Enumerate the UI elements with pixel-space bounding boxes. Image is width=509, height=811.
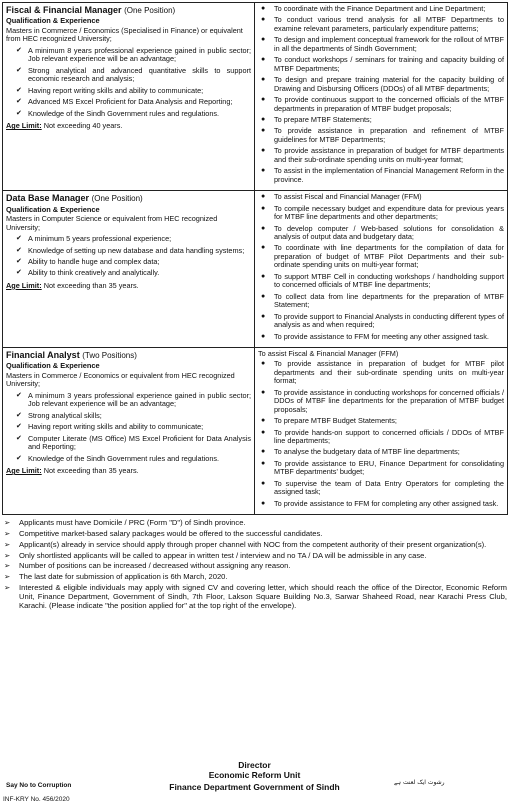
criteria-text: A minimum 8 years professional experience gained in public sector; Job relevant experience will be an advantage; xyxy=(28,45,251,64)
bullet-icon: ● xyxy=(261,479,266,487)
check-icon: ✔ xyxy=(16,98,22,106)
check-icon: ✔ xyxy=(16,269,22,277)
note-text: The last date for submission of application is 6th March, 2020. xyxy=(19,572,228,582)
duty-item xyxy=(258,448,504,456)
note-text: Interested & eligible individuals may apply with signed CV and covering letter, which should reach the office of the Director, Economic Reform Unit, Finance Department, Government of Sindh, 7th Floor, Lakson Square Building No.3, Sarwar Shaheed Road, near Karachi Press Club, Karachi. (Please indicate "the position applied for" at the top right of the envelope). xyxy=(19,582,507,610)
duty-text: To conduct various trend analysis for all MTBF Departments to examine relevant parameters, particularly expenditure patterns; xyxy=(274,15,504,33)
qualification-heading: Qualification & Experience xyxy=(6,16,100,26)
duty-item xyxy=(258,96,504,113)
note-item xyxy=(2,541,507,550)
arrow-icon: ➢ xyxy=(4,550,11,560)
general-notes-list xyxy=(2,519,507,610)
position-title xyxy=(6,5,251,15)
reference-number: INF-KRY No. 456/2020 xyxy=(3,796,70,803)
check-icon: ✔ xyxy=(16,391,22,399)
check-icon: ✔ xyxy=(16,434,22,442)
bullet-icon: ● xyxy=(261,76,266,84)
criteria-item xyxy=(16,412,251,420)
duty-item xyxy=(258,333,504,341)
duties-list xyxy=(258,193,504,341)
duty-text: To coordinate with line departments for the compilation of data for preparation of budget of MTBF Pilot Departments and their sub-ordinate spending units on multi-year format; xyxy=(274,243,504,270)
position-count: (One Position) xyxy=(91,194,143,204)
duty-item xyxy=(258,225,504,242)
criteria-list xyxy=(16,392,251,463)
bullet-icon: ● xyxy=(261,115,266,123)
note-item xyxy=(2,562,507,571)
criteria-item xyxy=(16,235,251,243)
duty-item xyxy=(258,147,504,164)
duty-item xyxy=(258,56,504,73)
criteria-item xyxy=(16,98,251,106)
bullet-icon: ● xyxy=(261,36,266,44)
bullet-icon: ● xyxy=(261,499,266,507)
bullet-icon: ● xyxy=(261,388,266,396)
check-icon: ✔ xyxy=(16,411,22,419)
bullet-icon: ● xyxy=(261,292,266,300)
duty-text: To assist Fiscal and Financial Manager (FFM) xyxy=(274,192,422,202)
position-row xyxy=(3,191,508,348)
check-icon: ✔ xyxy=(16,46,22,54)
duty-item xyxy=(258,360,504,385)
duty-text: To design and implement conceptual framework for the rollout of MTBF in all the departments of Sindh Government; xyxy=(274,35,504,53)
bullet-icon: ● xyxy=(261,272,266,280)
arrow-icon: ➢ xyxy=(4,572,11,582)
criteria-item xyxy=(16,47,251,64)
criteria-list xyxy=(16,47,251,118)
check-icon: ✔ xyxy=(16,454,22,462)
duty-item xyxy=(258,193,504,201)
duty-text: To coordinate with the Finance Department and Line Department; xyxy=(274,4,486,13)
duty-text: To collect data from line departments for the preparation of MTBF Statement; xyxy=(274,291,504,310)
criteria-text: Knowledge of the Sindh Government rules and regulations. xyxy=(28,453,220,463)
qualification-text: Masters in Computer Science or equivalent from HEC recognized University; xyxy=(6,214,218,232)
criteria-item xyxy=(16,258,251,266)
note-text: Competitive market-based salary packages would be offered to the successful candidates. xyxy=(19,529,323,538)
age-limit-label: Age Limit: xyxy=(6,121,42,131)
criteria-text: A minimum 3 years professional experience gained in public sector; Job relevant experience will be an advantage; xyxy=(28,390,251,409)
qualification-heading: Qualification & Experience xyxy=(6,361,100,371)
bullet-icon: ● xyxy=(261,360,266,368)
bullet-icon: ● xyxy=(261,244,266,252)
bullet-icon: ● xyxy=(261,204,266,212)
arrow-icon: ➢ xyxy=(4,539,11,549)
check-icon: ✔ xyxy=(16,257,22,265)
position-count: (Two Positions) xyxy=(82,350,137,360)
positions-table xyxy=(2,2,508,515)
duty-item xyxy=(258,244,504,269)
position-name: Data Base Manager xyxy=(6,193,90,204)
duty-item xyxy=(258,273,504,290)
criteria-item xyxy=(16,392,251,409)
duty-item xyxy=(258,127,504,144)
criteria-text: Ability to think creatively and analytically. xyxy=(28,268,160,278)
check-icon: ✔ xyxy=(16,246,22,254)
qualification-text: Masters in Commerce / Economics or equivalent from HEC recognized University; xyxy=(6,370,235,389)
bullet-icon: ● xyxy=(261,459,266,467)
duty-text: To support MTBF Cell in conducting workshops / handholding support to concerned officials of MTBF line departments; xyxy=(274,271,504,290)
duty-text: To assist in the implementation of Financial Management Reform in the province. xyxy=(274,166,504,184)
criteria-text: Strong analytical and advanced quantitative skills to support economic research and analysis; xyxy=(28,65,251,84)
duty-text: To provide assistance in conducting workshops for concerned officials / DDOs of MTBF line departments for the preparation of MTBF budget proposals; xyxy=(274,387,504,414)
age-limit-value: Not exceeding than 35 years. xyxy=(43,466,139,476)
position-row xyxy=(3,3,508,191)
position-duties xyxy=(255,347,508,514)
duty-text: To provide continuous support to the concerned officials of the MTBF departments in preparation of MTBF budget proposals; xyxy=(274,95,504,113)
note-item xyxy=(2,573,507,582)
duties-list xyxy=(258,360,504,508)
position-requirements xyxy=(3,3,255,191)
bullet-icon: ● xyxy=(261,428,266,436)
urdu-slogan: رشوت ایک لعنت ہے xyxy=(394,779,445,786)
position-title xyxy=(6,350,251,360)
footer xyxy=(2,760,507,810)
duties-heading: To assist Fiscal & Financial Manager (FFM) xyxy=(258,348,399,358)
bullet-icon: ● xyxy=(261,312,266,320)
age-limit xyxy=(6,467,251,475)
position-duties xyxy=(255,3,508,191)
arrow-icon: ➢ xyxy=(4,561,11,571)
age-limit-value: Not exceeding 40 years. xyxy=(43,121,123,131)
bullet-icon: ● xyxy=(261,224,266,232)
duty-text: To develop computer / Web-based solutions for consolidation & analysis of output data and budgetary data; xyxy=(274,223,504,241)
age-limit-label: Age Limit: xyxy=(6,280,42,290)
duty-item xyxy=(258,5,504,13)
note-item xyxy=(2,519,507,528)
duty-item xyxy=(258,389,504,414)
duty-item xyxy=(258,16,504,33)
arrow-icon: ➢ xyxy=(4,582,11,592)
duty-text: To provide support to Financial Analysts in conducting different types of analysis as and when required; xyxy=(274,311,504,330)
position-row xyxy=(3,347,508,514)
duty-item xyxy=(258,460,504,477)
criteria-item xyxy=(16,110,251,118)
duty-text: To provide assistance to ERU, Finance Department for consolidating MTBF departments' budget; xyxy=(274,458,504,477)
bullet-icon: ● xyxy=(261,127,266,135)
criteria-item xyxy=(16,247,251,255)
footer-designation: Director xyxy=(238,760,271,770)
qualification-heading: Qualification & Experience xyxy=(6,204,100,214)
age-limit-value: Not exceeding than 35 years. xyxy=(43,280,139,290)
criteria-text: Strong analytical skills; xyxy=(28,410,102,420)
bullet-icon: ● xyxy=(261,448,266,456)
position-requirements xyxy=(3,191,255,348)
duty-item xyxy=(258,167,504,184)
bullet-icon: ● xyxy=(261,417,266,425)
arrow-icon: ➢ xyxy=(4,518,11,528)
note-text: Only shortlisted applicants will be called to appear in written test / interview and no TA / DA will be admissible in any case. xyxy=(19,550,427,560)
bullet-icon: ● xyxy=(261,56,266,64)
position-count: (One Position) xyxy=(124,6,176,15)
advertisement-sheet xyxy=(2,2,507,612)
criteria-item xyxy=(16,67,251,84)
duty-item xyxy=(258,205,504,222)
duty-text: To analyse the budgetary data of MTBF line departments; xyxy=(274,447,460,457)
bullet-icon: ● xyxy=(261,147,266,155)
check-icon: ✔ xyxy=(16,86,22,94)
duty-text: To prepare MTBF Statements; xyxy=(274,114,372,124)
duty-text: To compile necessary budget and expenditure data for previous years for MTBF line departments and other departments; xyxy=(274,203,504,222)
note-text: Applicant(s) already in service should apply through proper channel with NOC from the competent authority of their present organization(s). xyxy=(19,539,487,549)
footer-department: Finance Department Government of Sindh xyxy=(169,782,340,792)
criteria-item xyxy=(16,435,251,452)
criteria-text: Advanced MS Excel Proficient for Data Analysis and Reporting; xyxy=(28,97,233,107)
criteria-text: Knowledge of setting up new database and data handling systems; xyxy=(28,245,245,255)
criteria-list xyxy=(16,235,251,278)
footer-unit: Economic Reform Unit xyxy=(208,770,301,780)
duty-item xyxy=(258,429,504,446)
duty-text: To provide assistance in preparation of budget for MTBF pilot departments and their sub-ordinate spending units on multi-year format; xyxy=(274,359,504,386)
duty-text: To provide assistance to FFM for meeting any other assigned task. xyxy=(274,331,489,341)
duty-item xyxy=(258,293,504,310)
criteria-item xyxy=(16,87,251,95)
criteria-item xyxy=(16,423,251,431)
note-text: Applicants must have Domicile / PRC (Form "D") of Sindh province. xyxy=(19,518,246,528)
duty-text: To prepare MTBF Budget Statements; xyxy=(274,416,397,426)
position-name: Financial Analyst xyxy=(6,349,80,360)
note-item xyxy=(2,584,507,610)
position-duties xyxy=(255,191,508,348)
duties-list xyxy=(258,5,504,184)
check-icon: ✔ xyxy=(16,423,22,431)
duty-item xyxy=(258,116,504,124)
duty-item xyxy=(258,76,504,93)
bullet-icon: ● xyxy=(261,96,266,104)
check-icon: ✔ xyxy=(16,109,22,117)
position-requirements xyxy=(3,347,255,514)
criteria-text: Having report writing skills and ability to communicate; xyxy=(28,85,204,95)
duty-item xyxy=(258,500,504,508)
age-limit xyxy=(6,122,251,130)
duty-text: To provide hands-on support to concerned officials / DDOs of MTBF line departments; xyxy=(274,427,504,446)
bullet-icon: ● xyxy=(261,167,266,175)
check-icon: ✔ xyxy=(16,235,22,243)
criteria-text: Having report writing skills and ability to communicate; xyxy=(28,422,204,432)
note-text: Number of positions can be increased / decreased without assigning any reason. xyxy=(19,561,291,571)
duty-text: To supervise the team of Data Entry Operators for completing the assigned task; xyxy=(274,478,504,497)
criteria-text: A minimum 5 years professional experience; xyxy=(28,234,172,244)
corruption-slogan: Say No to Corruption xyxy=(6,782,72,789)
duty-item xyxy=(258,417,504,425)
duty-item xyxy=(258,313,504,330)
criteria-text: Computer Literate (MS Office) MS Excel Proficient for Data Analysis and Reporting; xyxy=(28,433,251,452)
position-name: Fiscal & Financial Manager xyxy=(6,5,122,15)
check-icon: ✔ xyxy=(16,66,22,74)
criteria-text: Ability to handle huge and complex data; xyxy=(28,256,160,266)
criteria-item xyxy=(16,455,251,463)
note-item xyxy=(2,530,507,539)
criteria-item xyxy=(16,269,251,277)
qualification-text: Masters in Commerce / Economics (Specialised in Finance) or equivalent from HEC recognized University; xyxy=(6,26,243,44)
arrow-icon: ➢ xyxy=(4,529,11,538)
duty-text: To conduct workshops / seminars for training and capacity building of MTBF Departments; xyxy=(274,55,504,73)
duty-text: To provide assistance in preparation and refinement of MTBF guidelines for MTBF Departments; xyxy=(274,126,504,144)
criteria-text: Knowledge of the Sindh Government rules and regulations. xyxy=(28,108,220,118)
position-title xyxy=(6,193,251,203)
bullet-icon: ● xyxy=(261,193,266,201)
age-limit xyxy=(6,282,251,290)
age-limit-label: Age Limit: xyxy=(6,466,42,476)
bullet-icon: ● xyxy=(261,332,266,340)
duty-item xyxy=(258,480,504,497)
duty-text: To provide assistance in preparation of budget for MTBF departments and their sub-ordinate spending units on multi-year format; xyxy=(274,146,504,164)
duty-text: To design and prepare training material for the capacity building of Drawing and Disbursing Officers (DDOs) of all MTBF departments; xyxy=(274,75,504,93)
bullet-icon: ● xyxy=(261,16,266,24)
note-item xyxy=(2,552,507,561)
duty-item xyxy=(258,36,504,53)
bullet-icon: ● xyxy=(261,5,266,12)
duty-text: To provide assistance to FFM for completing any other assigned task. xyxy=(274,498,499,508)
